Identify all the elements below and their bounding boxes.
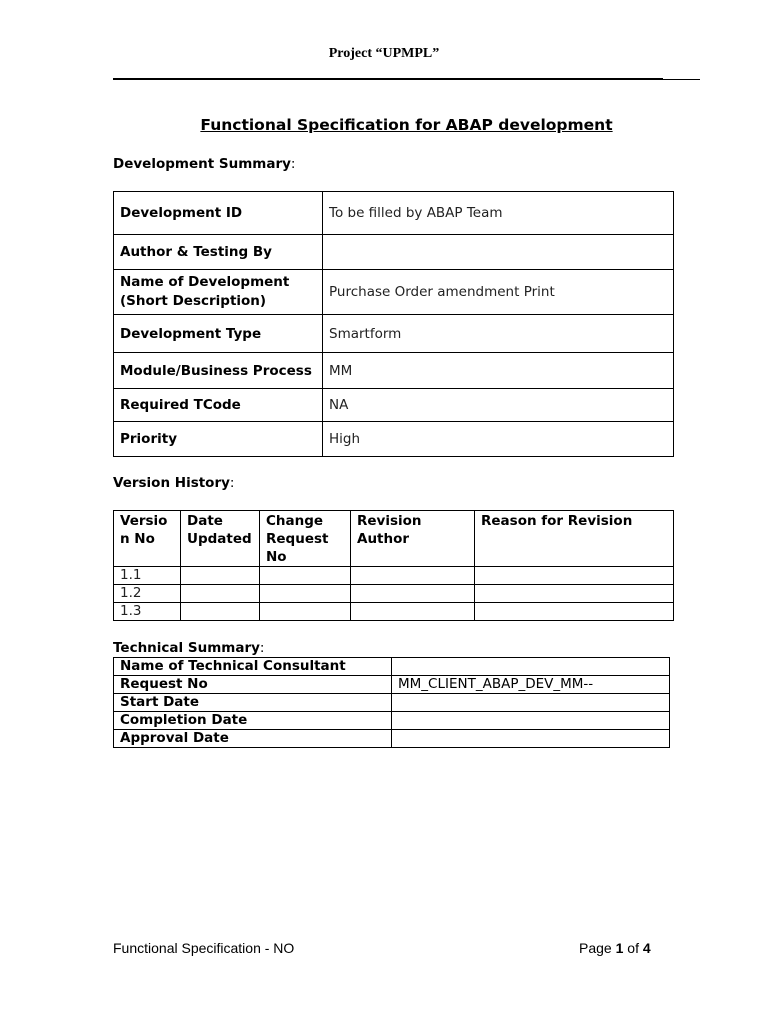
table-row xyxy=(114,730,670,748)
technical-summary-heading xyxy=(113,640,264,656)
date-cell xyxy=(181,603,260,621)
summary-value-name-of-development: Purchase Order amendment Print xyxy=(323,270,674,315)
revision-author-cell xyxy=(351,603,475,621)
column-header-revision-author xyxy=(351,511,475,567)
tech-label-approval-date: Approval Date xyxy=(114,730,392,748)
column-header-date-updated xyxy=(181,511,260,567)
technical-summary-table xyxy=(113,657,670,748)
column-header-line: No xyxy=(266,549,287,565)
summary-value-development-type: Smartform xyxy=(323,315,674,353)
version-history-heading xyxy=(113,475,234,491)
tech-label-request-no: Request No xyxy=(114,676,392,694)
change-request-cell xyxy=(260,567,351,585)
tech-value-start-date xyxy=(392,694,670,712)
column-header-line: Date xyxy=(187,513,223,529)
version-cell: 1.3 xyxy=(114,603,181,621)
footer-document-name: Functional Specification - NO xyxy=(113,940,295,956)
development-summary-heading-colon: : xyxy=(290,156,296,172)
development-summary-heading xyxy=(113,156,295,172)
column-header-line: n No xyxy=(120,531,155,547)
tech-value-request-no: MM_CLIENT_ABAP_DEV_MM-- xyxy=(392,676,670,694)
reason-cell xyxy=(475,567,674,585)
summary-label-required-tcode: Required TCode xyxy=(114,389,323,422)
table-row xyxy=(114,694,670,712)
reason-cell xyxy=(475,585,674,603)
tech-label-completion-date: Completion Date xyxy=(114,712,392,730)
tech-value-approval-date xyxy=(392,730,670,748)
table-row xyxy=(114,353,674,389)
table-row xyxy=(114,270,674,315)
header-divider-thick xyxy=(113,78,663,80)
summary-value-author-testing xyxy=(323,235,674,270)
tech-label-consultant: Name of Technical Consultant xyxy=(114,658,392,676)
table-row xyxy=(114,192,674,235)
tech-value-completion-date xyxy=(392,712,670,730)
column-header-line: Updated xyxy=(187,531,252,547)
table-row xyxy=(114,315,674,353)
date-cell xyxy=(181,585,260,603)
header-divider-thin xyxy=(663,79,700,80)
development-summary-heading-text: Development Summary xyxy=(113,156,291,172)
summary-label-name-of-development xyxy=(114,270,323,315)
header-project-title: Project “UPMPL” xyxy=(328,46,440,61)
footer-of-word: of xyxy=(627,940,639,956)
table-row xyxy=(114,585,674,603)
column-header-line: Request xyxy=(266,531,329,547)
column-header-version-no xyxy=(114,511,181,567)
technical-summary-heading-colon: : xyxy=(259,640,265,656)
column-header-line: Versio xyxy=(120,513,168,529)
change-request-cell xyxy=(260,585,351,603)
column-header-line: Author xyxy=(357,531,410,547)
document-title: Functional Specification for ABAP development xyxy=(200,116,613,134)
table-row xyxy=(114,567,674,585)
revision-author-cell xyxy=(351,567,475,585)
summary-label-name-line2: (Short Description) xyxy=(120,293,267,309)
version-history-heading-colon: : xyxy=(229,475,235,491)
footer-page-current: 1 xyxy=(615,940,624,956)
table-row xyxy=(114,422,674,457)
tech-label-start-date: Start Date xyxy=(114,694,392,712)
tech-value-consultant xyxy=(392,658,670,676)
development-summary-table xyxy=(113,191,674,457)
footer-page-total: 4 xyxy=(642,940,651,956)
table-row xyxy=(114,603,674,621)
column-header-line: Revision xyxy=(357,513,422,529)
table-row xyxy=(114,676,670,694)
column-header-line: Reason for Revision xyxy=(481,513,633,529)
table-header-row xyxy=(114,511,674,567)
column-header-line: Change xyxy=(266,513,324,529)
footer-page-number xyxy=(579,940,651,956)
version-cell: 1.2 xyxy=(114,585,181,603)
footer-page-word: Page xyxy=(579,940,612,956)
summary-value-required-tcode: NA xyxy=(323,389,674,422)
table-row xyxy=(114,389,674,422)
reason-cell xyxy=(475,603,674,621)
column-header-reason-for-revision xyxy=(475,511,674,567)
summary-value-development-id: To be filled by ABAP Team xyxy=(323,192,674,235)
date-cell xyxy=(181,567,260,585)
technical-summary-heading-text: Technical Summary xyxy=(113,640,260,656)
table-row xyxy=(114,658,670,676)
version-history-table xyxy=(113,510,674,621)
version-history-heading-text: Version History xyxy=(113,475,230,491)
summary-value-priority: High xyxy=(323,422,674,457)
change-request-cell xyxy=(260,603,351,621)
summary-label-author-testing: Author & Testing By xyxy=(114,235,323,270)
table-row xyxy=(114,235,674,270)
summary-label-development-type: Development Type xyxy=(114,315,323,353)
version-cell: 1.1 xyxy=(114,567,181,585)
summary-value-module: MM xyxy=(323,353,674,389)
summary-label-module: Module/Business Process xyxy=(114,353,323,389)
summary-label-name-line1: Name of Development xyxy=(120,274,290,290)
table-row xyxy=(114,712,670,730)
summary-label-priority: Priority xyxy=(114,422,323,457)
column-header-change-request-no xyxy=(260,511,351,567)
revision-author-cell xyxy=(351,585,475,603)
summary-label-development-id: Development ID xyxy=(114,192,323,235)
